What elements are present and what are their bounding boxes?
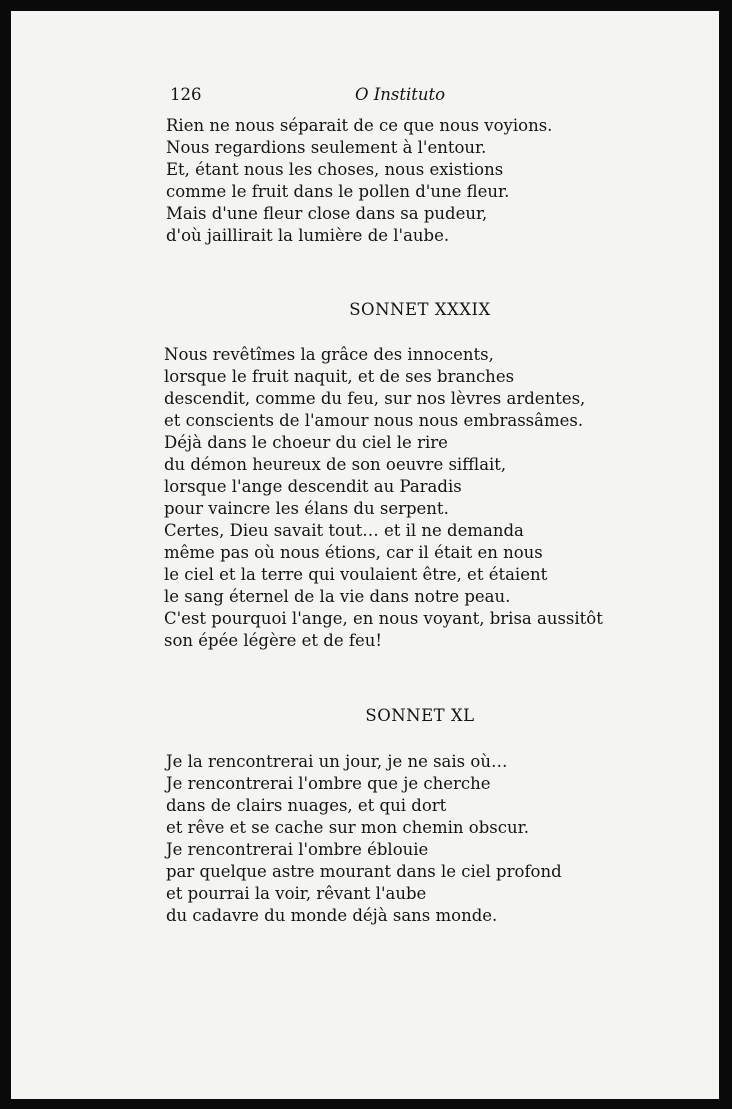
poem-line: lorsque le fruit naquit, et de ses branches	[164, 367, 515, 386]
poem-line: Je rencontrerai l'ombre que je cherche	[166, 774, 491, 793]
sonnet-40-title: SONNET XL	[365, 706, 475, 725]
running-title: O Instituto	[355, 85, 446, 104]
poem-line: pour vaincre les élans du serpent.	[164, 499, 449, 518]
poem-line: descendit, comme du feu, sur nos lèvres ardentes,	[164, 389, 586, 408]
poem-line: du cadavre du monde déjà sans monde.	[166, 906, 498, 925]
poem-line: C'est pourquoi l'ange, en nous voyant, brisa aussitôt	[164, 609, 603, 628]
poem-line: Nous regardions seulement à l'entour.	[166, 138, 487, 157]
poem-line: du démon heureux de son oeuvre sifflait,	[164, 455, 507, 474]
book-page	[11, 11, 719, 1099]
poem-line: même pas où nous étions, car il était en nous	[164, 543, 543, 562]
poem-line: par quelque astre mourant dans le ciel profond	[166, 862, 562, 881]
poem-line: Nous revêtîmes la grâce des innocents,	[164, 345, 494, 364]
poem-line: Mais d'une fleur close dans sa pudeur,	[166, 204, 488, 223]
poem-line: son épée légère et de feu!	[164, 631, 382, 650]
poem-line: le sang éternel de la vie dans notre peau.	[164, 587, 511, 606]
poem-line: et rêve et se cache sur mon chemin obscur.	[166, 818, 529, 837]
sonnet-39-title: SONNET XXXIX	[349, 300, 491, 319]
poem-line: dans de clairs nuages, et qui dort	[166, 796, 447, 815]
poem-line: d'où jaillirait la lumière de l'aube.	[166, 226, 450, 245]
poem-line: Rien ne nous séparait de ce que nous voyions.	[166, 116, 553, 135]
poem-line: et pourrai la voir, rêvant l'aube	[166, 884, 427, 903]
sonnet-40-body	[166, 751, 562, 927]
page-number: 126	[170, 85, 202, 104]
poem-line: lorsque l'ange descendit au Paradis	[164, 477, 462, 496]
poem-line: Certes, Dieu savait tout… et il ne demanda	[164, 521, 524, 540]
poem-line: Je rencontrerai l'ombre éblouie	[166, 840, 429, 859]
intro-stanza	[166, 115, 552, 247]
poem-line: Et, étant nous les choses, nous existions	[166, 160, 504, 179]
sonnet-39-body	[164, 344, 603, 652]
poem-line: Déjà dans le choeur du ciel le rire	[164, 433, 448, 452]
poem-line: Je la rencontrerai un jour, je ne sais où…	[166, 752, 508, 771]
poem-line: et conscients de l'amour nous nous embrassâmes.	[164, 411, 584, 430]
poem-line: comme le fruit dans le pollen d'une fleur.	[166, 182, 510, 201]
poem-line: le ciel et la terre qui voulaient être, et étaient	[164, 565, 548, 584]
